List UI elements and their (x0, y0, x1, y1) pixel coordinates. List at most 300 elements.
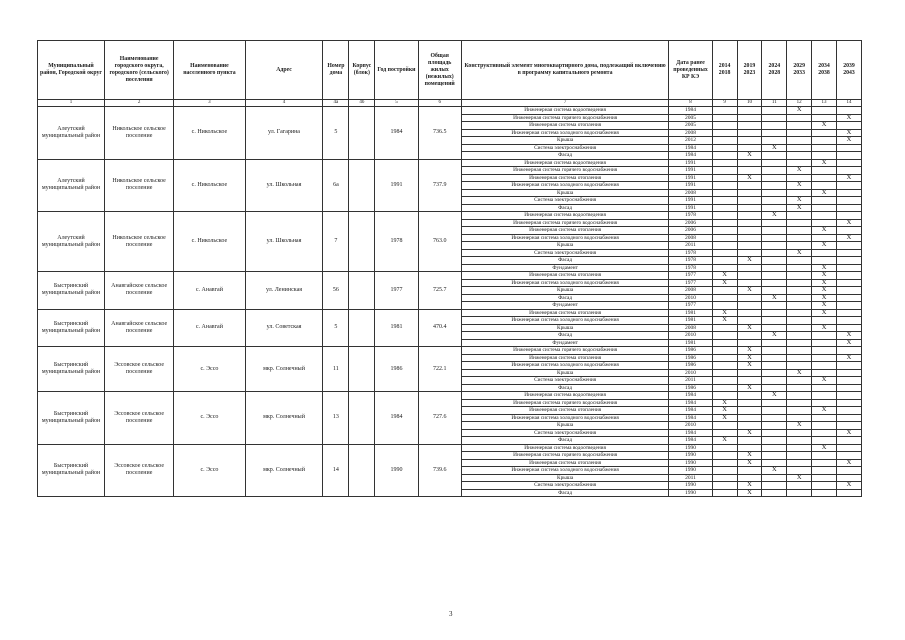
period-mark-cell (762, 407, 787, 415)
element-name-cell: Крыша (461, 324, 669, 332)
table-row (38, 159, 862, 167)
column-header: Номер дома (323, 41, 349, 100)
element-name-cell: Инженерная система отопления (461, 174, 669, 182)
period-mark-cell (787, 227, 812, 235)
period-mark-cell (836, 347, 861, 355)
period-mark-cell (836, 302, 861, 310)
page-number: 3 (449, 610, 453, 618)
period-mark-cell: X (737, 324, 762, 332)
period-mark-cell: X (812, 287, 837, 295)
table-row (38, 309, 862, 317)
period-mark-cell (787, 384, 812, 392)
period-mark-cell (712, 347, 737, 355)
column-number: 10 (737, 100, 762, 107)
period-mark-cell: X (812, 264, 837, 272)
period-mark-cell (762, 204, 787, 212)
period-mark-cell (812, 114, 837, 122)
period-mark-cell (737, 182, 762, 190)
house-number-cell: 5 (323, 107, 349, 160)
block-cell (349, 347, 375, 392)
settlement-cell: Эссовское сельское поселение (105, 347, 174, 392)
period-mark-cell: X (737, 362, 762, 370)
period-mark-cell (836, 167, 861, 175)
period-mark-cell (787, 174, 812, 182)
period-mark-cell (712, 429, 737, 437)
period-mark-cell (812, 317, 837, 325)
district-cell: Алеутский муниципальный район (38, 159, 105, 212)
table-row (38, 272, 862, 280)
period-mark-cell (712, 459, 737, 467)
prior-repair-date-cell: 1984 (669, 107, 712, 115)
prior-repair-date-cell: 1978 (669, 212, 712, 220)
house-number-cell: 11 (323, 347, 349, 392)
element-name-cell: Система электроснабжения (461, 429, 669, 437)
element-name-cell: Инженерная система отопления (461, 122, 669, 130)
period-mark-cell (712, 144, 737, 152)
element-name-cell: Инженерная система холодного водоснабжения (461, 182, 669, 190)
period-mark-cell (836, 444, 861, 452)
header-row (38, 41, 862, 100)
period-mark-cell (712, 234, 737, 242)
period-mark-cell (762, 197, 787, 205)
period-mark-cell: X (836, 174, 861, 182)
period-mark-cell (812, 234, 837, 242)
element-name-cell: Система электроснабжения (461, 482, 669, 490)
period-mark-cell: X (787, 249, 812, 257)
period-mark-cell: X (836, 354, 861, 362)
column-number: 14 (836, 100, 861, 107)
period-mark-cell (712, 264, 737, 272)
period-mark-cell (737, 272, 762, 280)
period-mark-cell (712, 257, 737, 265)
prior-repair-date-cell: 2010 (669, 332, 712, 340)
period-mark-cell (762, 227, 787, 235)
locality-cell: с. Эссо (174, 347, 245, 392)
period-mark-cell (712, 287, 737, 295)
period-mark-cell (836, 264, 861, 272)
period-mark-cell (712, 377, 737, 385)
table-row (38, 444, 862, 452)
element-name-cell: Инженерная система холодного водоснабжения (461, 129, 669, 137)
period-mark-cell: X (836, 114, 861, 122)
period-mark-cell (812, 474, 837, 482)
period-mark-cell: X (762, 294, 787, 302)
period-mark-cell: X (836, 332, 861, 340)
period-mark-cell (712, 167, 737, 175)
period-mark-cell (836, 257, 861, 265)
period-mark-cell (762, 474, 787, 482)
address-cell: ул. Школьная (245, 212, 323, 272)
period-mark-cell (737, 414, 762, 422)
block-cell (349, 212, 375, 272)
period-mark-cell (762, 287, 787, 295)
period-mark-cell (762, 219, 787, 227)
period-mark-cell (812, 422, 837, 430)
prior-repair-date-cell: 1984 (669, 392, 712, 400)
element-name-cell: Фасад (461, 332, 669, 340)
prior-repair-date-cell: 2008 (669, 234, 712, 242)
period-mark-cell (836, 279, 861, 287)
prior-repair-date-cell: 1978 (669, 249, 712, 257)
period-mark-cell (812, 204, 837, 212)
period-mark-cell (836, 392, 861, 400)
repair-schedule-table (37, 40, 862, 497)
period-mark-cell (737, 129, 762, 137)
area-cell: 725.7 (418, 272, 461, 310)
column-header: Дата ранее проведенных КР КЭ (669, 41, 712, 100)
period-mark-cell: X (737, 452, 762, 460)
period-mark-cell (737, 204, 762, 212)
period-mark-cell (737, 219, 762, 227)
period-mark-cell (787, 444, 812, 452)
period-mark-cell (762, 377, 787, 385)
element-name-cell: Инженерная система отопления (461, 354, 669, 362)
period-mark-cell (762, 159, 787, 167)
address-cell: ул. Ленинская (245, 272, 323, 310)
period-mark-cell (812, 452, 837, 460)
period-mark-cell (836, 452, 861, 460)
address-cell: ул. Школьная (245, 159, 323, 212)
period-mark-cell (836, 414, 861, 422)
period-mark-cell (836, 489, 861, 497)
settlement-cell: Анавгайское сельское поселение (105, 272, 174, 310)
element-name-cell: Фасад (461, 294, 669, 302)
period-mark-cell (762, 459, 787, 467)
period-mark-cell: X (737, 429, 762, 437)
period-mark-cell: X (787, 369, 812, 377)
period-mark-cell (712, 159, 737, 167)
period-mark-cell: X (712, 279, 737, 287)
period-mark-cell (787, 459, 812, 467)
element-name-cell: Инженерная система холодного водоснабжения (461, 467, 669, 475)
period-mark-cell (787, 437, 812, 445)
period-mark-cell (762, 242, 787, 250)
element-name-cell: Система электроснабжения (461, 197, 669, 205)
period-mark-cell (812, 339, 837, 347)
period-mark-cell (787, 354, 812, 362)
prior-repair-date-cell: 1991 (669, 159, 712, 167)
element-name-cell: Инженерная система отопления (461, 272, 669, 280)
prior-repair-date-cell: 1981 (669, 309, 712, 317)
period-mark-cell (737, 212, 762, 220)
period-mark-cell: X (812, 122, 837, 130)
period-mark-cell (737, 234, 762, 242)
house-number-cell: 56 (323, 272, 349, 310)
period-mark-cell (836, 407, 861, 415)
period-mark-cell: X (737, 287, 762, 295)
period-mark-cell (836, 272, 861, 280)
column-number: 7 (461, 100, 669, 107)
prior-repair-date-cell: 2012 (669, 137, 712, 145)
period-mark-cell (787, 467, 812, 475)
period-mark-cell: X (712, 407, 737, 415)
period-mark-cell (836, 384, 861, 392)
period-mark-cell (812, 437, 837, 445)
period-mark-cell (712, 294, 737, 302)
period-mark-cell (812, 219, 837, 227)
period-mark-cell: X (762, 332, 787, 340)
period-mark-cell (812, 152, 837, 160)
element-name-cell: Инженерная система холодного водоснабжения (461, 234, 669, 242)
period-mark-cell (762, 429, 787, 437)
column-number: 6 (418, 100, 461, 107)
period-mark-cell (836, 324, 861, 332)
district-cell: Быстринский муниципальный район (38, 272, 105, 310)
column-number-row (38, 100, 862, 107)
settlement-cell: Никольское сельское поселение (105, 159, 174, 212)
prior-repair-date-cell: 1984 (669, 407, 712, 415)
period-mark-cell: X (836, 234, 861, 242)
element-name-cell: Инженерная система горячего водоснабжения (461, 219, 669, 227)
prior-repair-date-cell: 1977 (669, 302, 712, 310)
element-name-cell: Фундамент (461, 264, 669, 272)
settlement-cell: Эссовское сельское поселение (105, 444, 174, 497)
period-mark-cell: X (737, 384, 762, 392)
period-mark-cell (737, 437, 762, 445)
prior-repair-date-cell: 2011 (669, 377, 712, 385)
period-mark-cell (737, 189, 762, 197)
period-mark-cell (836, 377, 861, 385)
period-mark-cell (787, 489, 812, 497)
element-name-cell: Инженерная система отопления (461, 407, 669, 415)
period-mark-cell: X (712, 399, 737, 407)
period-mark-cell (712, 129, 737, 137)
period-mark-cell: X (812, 444, 837, 452)
element-name-cell: Система электроснабжения (461, 144, 669, 152)
column-header: Общая площадь жилых (нежилых) помещений (418, 41, 461, 100)
period-mark-cell (812, 489, 837, 497)
period-mark-cell (737, 137, 762, 145)
column-number: 8 (669, 100, 712, 107)
period-mark-cell (712, 452, 737, 460)
element-name-cell: Инженерная система горячего водоснабжения (461, 347, 669, 355)
column-number: 3 (174, 100, 245, 107)
period-mark-cell (762, 182, 787, 190)
column-number: 13 (812, 100, 837, 107)
period-mark-cell (737, 122, 762, 130)
element-name-cell: Фасад (461, 257, 669, 265)
period-mark-cell (737, 422, 762, 430)
prior-repair-date-cell: 2006 (669, 227, 712, 235)
period-mark-cell (737, 399, 762, 407)
period-mark-cell (836, 317, 861, 325)
period-mark-cell (762, 189, 787, 197)
period-mark-cell (836, 437, 861, 445)
period-mark-cell (836, 362, 861, 370)
locality-cell: с. Эссо (174, 392, 245, 445)
period-mark-cell (762, 122, 787, 130)
period-mark-cell (836, 144, 861, 152)
period-mark-cell (762, 309, 787, 317)
period-mark-cell (812, 459, 837, 467)
locality-cell: с. Эссо (174, 444, 245, 497)
period-mark-cell (812, 257, 837, 265)
period-mark-cell (812, 347, 837, 355)
period-mark-cell (787, 159, 812, 167)
prior-repair-date-cell: 1990 (669, 467, 712, 475)
prior-repair-date-cell: 1991 (669, 167, 712, 175)
prior-repair-date-cell: 2005 (669, 122, 712, 130)
district-cell: Быстринский муниципальный район (38, 347, 105, 392)
prior-repair-date-cell: 1991 (669, 204, 712, 212)
period-mark-cell: X (836, 459, 861, 467)
period-mark-cell (762, 324, 787, 332)
period-mark-cell (737, 242, 762, 250)
period-mark-cell (836, 204, 861, 212)
period-mark-cell (737, 407, 762, 415)
period-mark-cell (812, 212, 837, 220)
period-mark-cell (712, 384, 737, 392)
period-mark-cell (787, 114, 812, 122)
period-mark-cell: X (836, 429, 861, 437)
locality-cell: с. Анавгай (174, 272, 245, 310)
period-mark-cell: X (812, 242, 837, 250)
period-mark-cell: X (812, 279, 837, 287)
prior-repair-date-cell: 1990 (669, 482, 712, 490)
element-name-cell: Инженерная система водоотведения (461, 212, 669, 220)
period-mark-cell: X (812, 407, 837, 415)
period-mark-cell (762, 234, 787, 242)
period-mark-cell (762, 257, 787, 265)
period-mark-cell (762, 317, 787, 325)
period-mark-cell: X (812, 294, 837, 302)
prior-repair-date-cell: 1990 (669, 444, 712, 452)
prior-repair-date-cell: 1991 (669, 197, 712, 205)
address-cell: мкр. Солнечный (245, 347, 323, 392)
period-mark-cell (787, 347, 812, 355)
element-name-cell: Инженерная система отопления (461, 459, 669, 467)
period-mark-cell: X (712, 309, 737, 317)
period-mark-cell (836, 122, 861, 130)
area-cell: 722.1 (418, 347, 461, 392)
period-mark-cell (712, 444, 737, 452)
prior-repair-date-cell: 1990 (669, 489, 712, 497)
period-mark-cell (737, 144, 762, 152)
period-mark-cell (762, 444, 787, 452)
element-name-cell: Фундамент (461, 302, 669, 310)
period-mark-cell (762, 354, 787, 362)
period-mark-cell (712, 197, 737, 205)
build-year-cell: 1984 (375, 107, 418, 160)
build-year-cell: 1990 (375, 444, 418, 497)
period-mark-cell (762, 452, 787, 460)
period-mark-cell (787, 392, 812, 400)
period-mark-cell (737, 159, 762, 167)
period-mark-cell (762, 264, 787, 272)
period-mark-cell (812, 174, 837, 182)
period-mark-cell (737, 339, 762, 347)
period-mark-cell (712, 422, 737, 430)
period-mark-cell (712, 122, 737, 130)
prior-repair-date-cell: 1981 (669, 317, 712, 325)
period-mark-cell: X (812, 377, 837, 385)
element-name-cell: Крыша (461, 474, 669, 482)
period-mark-cell (787, 324, 812, 332)
period-mark-cell (712, 482, 737, 490)
block-cell (349, 444, 375, 497)
period-mark-cell (787, 482, 812, 490)
element-name-cell: Инженерная система холодного водоснабжения (461, 317, 669, 325)
period-mark-cell: X (787, 204, 812, 212)
element-name-cell: Инженерная система горячего водоснабжения (461, 399, 669, 407)
period-mark-cell (812, 249, 837, 257)
period-mark-cell (737, 302, 762, 310)
period-mark-cell: X (712, 272, 737, 280)
column-header: Адрес (245, 41, 323, 100)
element-name-cell: Инженерная система холодного водоснабжения (461, 414, 669, 422)
period-mark-cell: X (787, 197, 812, 205)
period-mark-cell: X (836, 482, 861, 490)
element-name-cell: Инженерная система водоотведения (461, 159, 669, 167)
period-mark-cell (836, 182, 861, 190)
period-mark-cell (787, 144, 812, 152)
period-mark-cell (762, 489, 787, 497)
column-header: Муниципальный район, Городской округ (38, 41, 105, 100)
table-header (38, 41, 862, 107)
period-mark-cell (812, 399, 837, 407)
build-year-cell: 1978 (375, 212, 418, 272)
period-mark-cell (737, 264, 762, 272)
period-mark-cell (737, 474, 762, 482)
period-mark-cell (762, 339, 787, 347)
column-number: 5 (375, 100, 418, 107)
period-mark-cell (787, 279, 812, 287)
prior-repair-date-cell: 2008 (669, 287, 712, 295)
column-header: Год постройки (375, 41, 418, 100)
period-mark-cell (836, 369, 861, 377)
period-mark-cell (712, 392, 737, 400)
period-mark-cell (762, 137, 787, 145)
build-year-cell: 1991 (375, 159, 418, 212)
element-name-cell: Инженерная система отопления (461, 227, 669, 235)
district-cell: Алеутский муниципальный район (38, 107, 105, 160)
period-mark-cell (787, 219, 812, 227)
period-mark-cell (762, 369, 787, 377)
prior-repair-date-cell: 1978 (669, 264, 712, 272)
column-header: 2024 2028 (762, 41, 787, 100)
build-year-cell: 1986 (375, 347, 418, 392)
period-mark-cell (737, 392, 762, 400)
period-mark-cell (712, 219, 737, 227)
prior-repair-date-cell: 2005 (669, 114, 712, 122)
block-cell (349, 107, 375, 160)
column-number: 11 (762, 100, 787, 107)
locality-cell: с. Никольское (174, 212, 245, 272)
period-mark-cell (836, 212, 861, 220)
period-mark-cell (787, 407, 812, 415)
period-mark-cell (737, 279, 762, 287)
period-mark-cell (787, 257, 812, 265)
period-mark-cell: X (762, 392, 787, 400)
table-row (38, 212, 862, 220)
period-mark-cell (787, 152, 812, 160)
prior-repair-date-cell: 1986 (669, 347, 712, 355)
period-mark-cell (712, 369, 737, 377)
element-name-cell: Инженерная система горячего водоснабжения (461, 452, 669, 460)
district-cell: Быстринский муниципальный район (38, 392, 105, 445)
prior-repair-date-cell: 1984 (669, 414, 712, 422)
block-cell (349, 309, 375, 347)
period-mark-cell: X (737, 152, 762, 160)
period-mark-cell: X (712, 414, 737, 422)
period-mark-cell: X (787, 107, 812, 115)
period-mark-cell (737, 377, 762, 385)
area-cell: 736.5 (418, 107, 461, 160)
period-mark-cell (812, 384, 837, 392)
period-mark-cell: X (737, 354, 762, 362)
period-mark-cell (712, 189, 737, 197)
period-mark-cell: X (712, 437, 737, 445)
